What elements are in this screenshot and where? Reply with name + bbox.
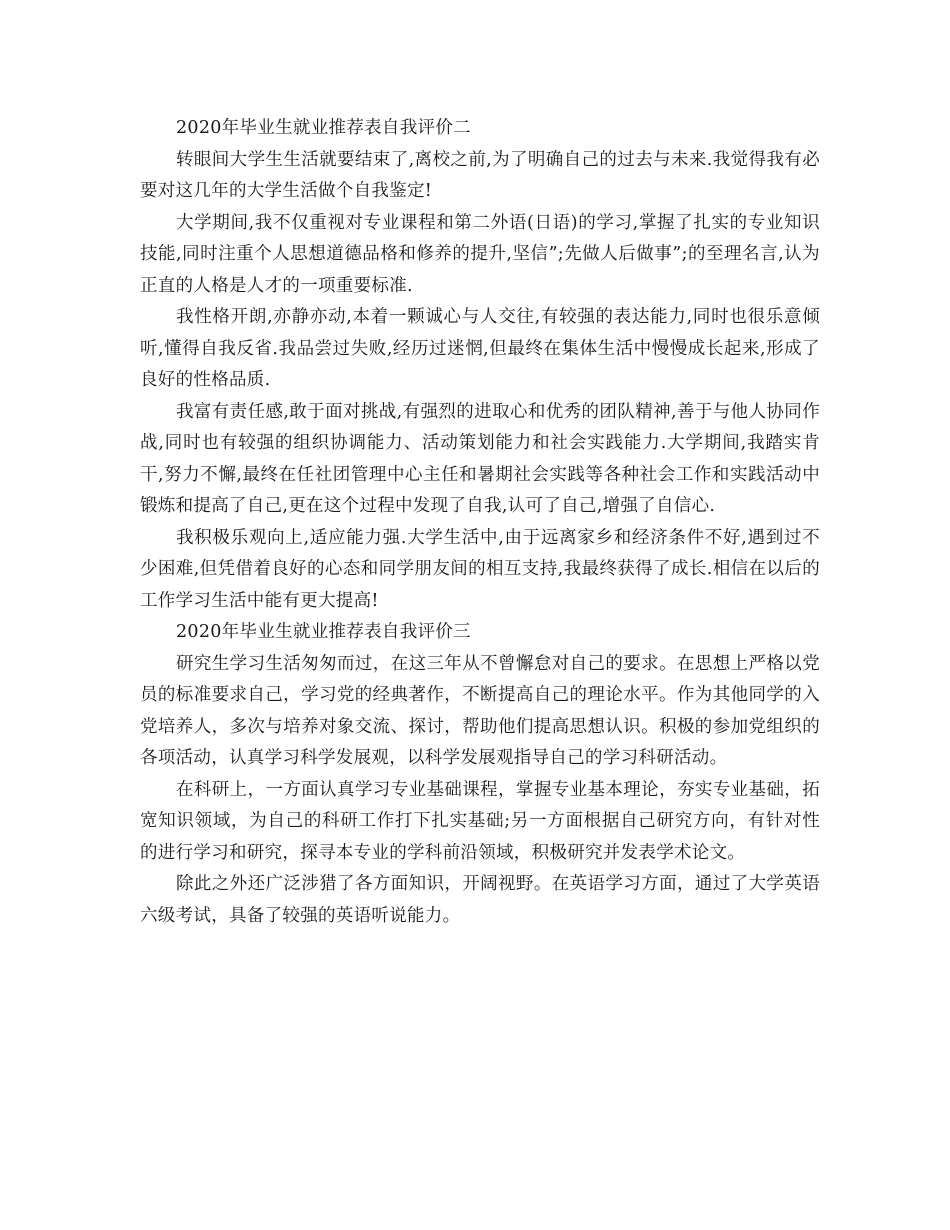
section-heading-2: 2020年毕业生就业推荐表自我评价二	[176, 118, 471, 138]
paragraph: 研究生学习生活匆匆而过，在这三年从不曾懈怠对自己的要求。在思想上严格以党员的标准要求自己，学习党的经典著作，不断提高自己的理论水平。作为其他同学的入党培养人，多次与培养对象交流、探讨，帮助他们提高思想认识。积极的参加党组织的各项活动，认真学习科学发展观，以科学发展观指导自己的学习科研活动。	[140, 653, 820, 768]
section-heading-3: 2020年毕业生就业推荐表自我评价三	[176, 622, 471, 642]
paragraph: 在科研上，一方面认真学习专业基础课程，掌握专业基本理论，夯实专业基础，拓宽知识领域，为自己的科研工作打下扎实基础;另一方面根据自己研究方向，有针对性的进行学习和研究，探寻本专业的学科前沿领域，积极研究并发表学术论文。	[140, 779, 820, 863]
paragraph: 我富有责任感,敢于面对挑战,有强烈的进取心和优秀的团队精神,善于与他人协同作战,同时也有较强的组织协调能力、活动策划能力和社会实践能力.大学期间,我踏实肯干,努力不懈,最终在任社团管理中心主任和暑期社会实践等各种社会工作和实践活动中锻炼和提高了自己,更在这个过程中发现了自我,认可了自己,增强了自信心.	[140, 401, 820, 516]
paragraph: 转眼间大学生生活就要结束了,离校之前,为了明确自己的过去与未来.我觉得我有必要对这几年的大学生活做个自我鉴定!	[140, 149, 820, 201]
paragraph: 我性格开朗,亦静亦动,本着一颗诚心与人交往,有较强的表达能力,同时也很乐意倾听,懂得自我反省.我品尝过失败,经历过迷惘,但最终在集体生活中慢慢成长起来,形成了良好的性格品质.	[140, 307, 820, 390]
paragraph: 大学期间,我不仅重视对专业课程和第二外语(日语)的学习,掌握了扎实的专业知识技能,同时注重个人思想道德品格和修养的提升,坚信”;先做人后做事”;的至理名言,认为正直的人格是人才的一项重要标准.	[140, 212, 820, 296]
paragraph: 除此之外还广泛涉猎了各方面知识，开阔视野。在英语学习方面，通过了大学英语六级考试，具备了较强的英语听说能力。	[140, 874, 820, 926]
paragraph: 我积极乐观向上,适应能力强.大学生活中,由于远离家乡和经济条件不好,遇到过不少困难,但凭借着良好的心态和同学朋友间的相互支持,我最终获得了成长.相信在以后的工作学习生活中能有更大提高!	[140, 527, 820, 611]
document-body	[140, 113, 820, 932]
